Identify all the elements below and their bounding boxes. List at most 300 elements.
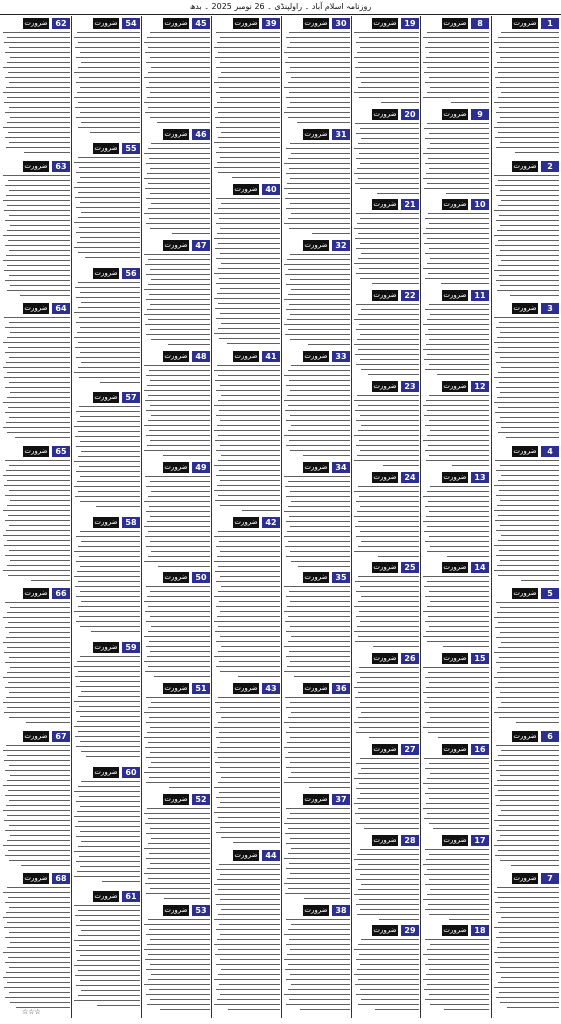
ad-text-block <box>353 32 419 107</box>
text-line <box>76 836 140 837</box>
text-line <box>499 717 559 718</box>
page-header: روزنامہ اسلام آباد ۔ راولپنڈی ۔ 26 نومبر 2025 ۔ بدھ <box>0 0 561 15</box>
text-line <box>6 422 70 423</box>
text-line <box>76 686 140 687</box>
text-line <box>150 939 210 940</box>
ad-number: 53 <box>192 905 210 916</box>
text-line <box>496 470 559 471</box>
text-line <box>357 626 419 627</box>
text-line <box>4 652 70 653</box>
text-line <box>216 92 280 93</box>
text-line <box>424 243 489 244</box>
text-line <box>425 964 489 965</box>
text-line <box>427 491 489 492</box>
ad-section-tag: ضرورت <box>234 19 258 27</box>
text-line <box>291 501 350 502</box>
text-line <box>494 892 559 893</box>
ad-text-block <box>353 939 419 1014</box>
text-line <box>428 273 489 274</box>
text-line <box>163 455 210 456</box>
text-line <box>500 967 559 968</box>
text-line <box>214 333 280 334</box>
text-line <box>218 243 280 244</box>
text-line <box>148 707 210 708</box>
text-line <box>5 280 70 281</box>
text-line <box>145 536 210 537</box>
text-line <box>375 1009 419 1010</box>
text-line <box>373 646 419 647</box>
text-line <box>286 944 350 945</box>
text-line <box>494 342 559 343</box>
text-line <box>501 750 559 751</box>
text-line <box>150 616 210 617</box>
text-line <box>10 775 70 776</box>
text-line <box>220 445 280 446</box>
text-line <box>220 994 280 995</box>
text-line <box>8 897 70 898</box>
text-line <box>144 501 210 502</box>
text-line <box>217 807 280 808</box>
text-line <box>76 471 140 472</box>
text-line <box>423 979 489 980</box>
text-line <box>288 752 350 753</box>
text-line <box>286 72 350 73</box>
text-line <box>287 47 350 48</box>
ad-number: 56 <box>122 268 140 279</box>
ad-number: 62 <box>52 18 70 29</box>
text-line <box>497 672 559 673</box>
text-line <box>4 820 70 821</box>
text-line <box>358 979 419 980</box>
text-line <box>145 188 210 189</box>
text-line <box>145 112 210 113</box>
text-line <box>427 722 489 723</box>
text-line <box>218 172 280 173</box>
text-line <box>146 934 210 935</box>
text-line <box>430 486 489 487</box>
text-line <box>76 536 140 537</box>
text-line <box>78 606 140 607</box>
text-line <box>21 865 70 866</box>
text-line <box>360 278 419 279</box>
text-line <box>499 47 559 48</box>
text-line <box>425 596 489 597</box>
text-line <box>290 838 350 839</box>
text-line <box>149 506 210 507</box>
text-line <box>497 780 559 781</box>
ad-section-tag: ضرورت <box>513 874 537 882</box>
text-line <box>291 77 350 78</box>
text-line <box>81 751 140 752</box>
text-line <box>497 337 559 338</box>
text-line <box>74 551 140 552</box>
text-line <box>423 62 489 63</box>
ad-text-block <box>422 758 489 833</box>
text-line <box>356 304 419 305</box>
text-line <box>7 672 70 673</box>
text-line <box>500 1002 559 1003</box>
text-line <box>79 77 140 78</box>
text-line <box>160 1009 210 1010</box>
ad-text-block <box>422 576 489 651</box>
text-line <box>494 175 559 176</box>
text-line <box>214 490 280 491</box>
text-line <box>496 997 559 998</box>
text-line <box>145 324 210 325</box>
text-line <box>220 122 280 123</box>
text-line <box>354 687 419 688</box>
text-line <box>9 967 70 968</box>
text-line <box>79 167 140 168</box>
text-line <box>217 747 280 748</box>
text-line <box>498 265 559 266</box>
ad-number: 19 <box>401 18 419 29</box>
text-line <box>215 822 280 823</box>
ad-section-tag: ضرورت <box>304 906 328 914</box>
text-line <box>217 425 280 426</box>
text-line <box>97 1005 140 1006</box>
text-line <box>359 268 419 269</box>
text-line <box>148 878 210 879</box>
ad-section-tag: ضرورت <box>164 352 188 360</box>
ad-text-block <box>2 887 70 1014</box>
ad-number: 65 <box>52 446 70 457</box>
text-line <box>494 570 559 571</box>
text-line <box>79 796 140 797</box>
text-line <box>288 964 350 965</box>
ad-number: 28 <box>401 835 419 846</box>
text-line <box>216 904 280 905</box>
ad-text-block <box>73 531 140 640</box>
text-line <box>360 818 419 819</box>
text-line <box>151 762 210 763</box>
text-line <box>429 591 489 592</box>
text-line <box>6 972 70 973</box>
text-line <box>77 811 140 812</box>
text-line <box>288 616 350 617</box>
text-line <box>216 581 280 582</box>
text-line <box>303 455 350 456</box>
text-line <box>150 481 210 482</box>
text-line <box>355 410 419 411</box>
text-line <box>74 486 140 487</box>
text-line <box>148 919 210 920</box>
text-line <box>290 339 350 340</box>
text-line <box>290 949 350 950</box>
text-line <box>80 352 140 353</box>
text-line <box>74 611 140 612</box>
text-line <box>358 808 419 809</box>
text-line <box>360 677 419 678</box>
text-line <box>74 666 140 667</box>
text-line <box>149 853 210 854</box>
text-line <box>356 788 419 789</box>
text-line <box>8 132 70 133</box>
text-line <box>151 279 210 280</box>
text-line <box>80 327 140 328</box>
text-line <box>146 782 210 783</box>
text-line <box>511 865 559 866</box>
ad-section-tag: ضرورت <box>443 745 467 753</box>
text-line <box>360 531 419 532</box>
text-line <box>148 606 210 607</box>
ad-text-block <box>2 460 70 587</box>
text-line <box>429 77 489 78</box>
text-line <box>427 894 489 895</box>
text-line <box>220 62 280 63</box>
text-line <box>3 642 70 643</box>
text-line <box>284 163 350 164</box>
text-line <box>355 123 419 124</box>
text-line <box>287 742 350 743</box>
text-line <box>215 248 280 249</box>
text-line <box>288 541 350 542</box>
text-line <box>81 541 140 542</box>
text-line <box>449 919 489 920</box>
text-line <box>146 223 210 224</box>
text-line <box>428 732 489 733</box>
text-line <box>78 342 140 343</box>
text-line <box>291 924 350 925</box>
ad-section-tag: ضرورت <box>443 654 467 662</box>
text-line <box>361 425 419 426</box>
text-line <box>287 818 350 819</box>
text-line <box>510 295 559 296</box>
text-line <box>148 496 210 497</box>
text-line <box>358 87 419 88</box>
text-line <box>7 205 70 206</box>
ad-text-block <box>353 395 419 470</box>
text-line <box>148 183 210 184</box>
text-line <box>81 122 140 123</box>
text-line <box>360 72 419 73</box>
text-line <box>220 802 280 803</box>
text-line <box>151 702 210 703</box>
text-line <box>289 92 350 93</box>
ad-number: 8 <box>471 18 489 29</box>
text-line <box>8 180 70 181</box>
text-line <box>219 661 280 662</box>
text-line <box>425 849 489 850</box>
ad-section-tag: ضرورت <box>443 19 467 27</box>
text-line <box>294 676 350 677</box>
text-line <box>360 47 419 48</box>
text-line <box>354 949 419 950</box>
text-line <box>501 200 559 201</box>
ad-number: 27 <box>401 744 419 755</box>
text-line <box>500 560 559 561</box>
text-line <box>498 922 559 923</box>
ad-number: 5 <box>541 588 559 599</box>
text-line <box>9 465 70 466</box>
text-line <box>426 460 489 461</box>
text-line <box>285 833 350 834</box>
text-line <box>284 611 350 612</box>
text-line <box>359 899 419 900</box>
text-line <box>219 541 280 542</box>
text-line <box>284 112 350 113</box>
text-line <box>498 480 559 481</box>
text-line <box>144 425 210 426</box>
text-line <box>290 626 350 627</box>
text-line <box>146 62 210 63</box>
text-line <box>147 596 210 597</box>
text-line <box>500 392 559 393</box>
text-line <box>217 616 280 617</box>
text-line <box>423 808 489 809</box>
text-line <box>286 148 350 149</box>
text-line <box>7 840 70 841</box>
text-line <box>424 989 489 990</box>
text-line <box>10 1002 70 1003</box>
text-line <box>499 992 559 993</box>
text-line <box>430 889 489 890</box>
text-line <box>501 642 559 643</box>
text-line <box>359 783 419 784</box>
text-line <box>290 526 350 527</box>
text-line <box>496 637 559 638</box>
text-line <box>147 309 210 310</box>
text-line <box>309 787 350 788</box>
text-line <box>220 505 280 506</box>
text-line <box>147 732 210 733</box>
text-line <box>77 32 140 33</box>
ad-section-tag: ضرورت <box>443 926 467 934</box>
text-line <box>288 117 350 118</box>
text-line <box>377 193 419 194</box>
text-line <box>74 426 140 427</box>
ad-text-block <box>2 175 70 302</box>
text-line <box>354 606 419 607</box>
text-line <box>5 902 70 903</box>
text-line <box>148 420 210 421</box>
text-line <box>356 501 419 502</box>
text-line <box>425 278 489 279</box>
text-line <box>425 334 489 335</box>
text-line <box>149 158 210 159</box>
text-line <box>438 737 489 738</box>
ad-number: 45 <box>192 18 210 29</box>
text-line <box>494 652 559 653</box>
text-line <box>494 545 559 546</box>
text-line <box>425 218 489 219</box>
text-line <box>214 536 280 537</box>
text-line <box>500 225 559 226</box>
text-line <box>8 790 70 791</box>
text-line <box>144 772 210 773</box>
ad-number: 41 <box>262 351 280 362</box>
text-line <box>506 437 559 438</box>
text-line <box>354 263 419 264</box>
text-line <box>427 778 489 779</box>
text-line <box>216 737 280 738</box>
ad-number: 35 <box>332 572 350 583</box>
text-line <box>496 327 559 328</box>
text-line <box>7 922 70 923</box>
text-line <box>219 338 280 339</box>
ad-number: 26 <box>401 653 419 664</box>
text-line <box>220 959 280 960</box>
text-line <box>24 152 70 153</box>
text-line <box>356 823 419 824</box>
text-line <box>426 859 489 860</box>
text-line <box>356 763 419 764</box>
text-line <box>494 127 559 128</box>
ad-section-tag: ضرورت <box>234 518 258 526</box>
text-line <box>100 382 140 383</box>
ad-number: 44 <box>262 850 280 861</box>
text-line <box>3 750 70 751</box>
text-line <box>80 866 140 867</box>
text-line <box>215 702 280 703</box>
text-line <box>425 369 489 370</box>
text-line <box>218 626 280 627</box>
text-line <box>288 828 350 829</box>
text-line <box>425 450 489 451</box>
text-line <box>285 62 350 63</box>
text-line <box>430 1004 489 1005</box>
text-line <box>75 975 140 976</box>
text-line <box>148 259 210 260</box>
text-line <box>290 762 350 763</box>
text-line <box>150 304 210 305</box>
text-line <box>144 526 210 527</box>
text-line <box>496 387 559 388</box>
text-line <box>6 362 70 363</box>
text-line <box>217 879 280 880</box>
text-line <box>499 825 559 826</box>
text-line <box>151 339 210 340</box>
ad-number: 3 <box>541 303 559 314</box>
text-line <box>500 692 559 693</box>
text-line <box>496 972 559 973</box>
text-line <box>360 163 419 164</box>
text-line <box>288 929 350 930</box>
text-line <box>218 495 280 496</box>
text-line <box>284 858 350 859</box>
text-line <box>297 122 350 123</box>
text-line <box>148 556 210 557</box>
text-line <box>304 898 350 899</box>
text-line <box>360 909 419 910</box>
text-line <box>428 959 489 960</box>
text-line <box>500 500 559 501</box>
text-line <box>150 329 210 330</box>
text-line <box>358 486 419 487</box>
text-line <box>218 782 280 783</box>
ad-section-tag: ضرورت <box>304 795 328 803</box>
ad-number: 43 <box>262 683 280 694</box>
text-line <box>354 974 419 975</box>
text-line <box>214 787 280 788</box>
text-line <box>145 823 210 824</box>
text-line <box>358 773 419 774</box>
text-line <box>495 137 559 138</box>
text-line <box>290 601 350 602</box>
text-line <box>360 964 419 965</box>
text-line <box>291 425 350 426</box>
text-line <box>498 180 559 181</box>
text-line <box>76 82 140 83</box>
text-line <box>7 647 70 648</box>
text-line <box>218 949 280 950</box>
text-line <box>214 812 280 813</box>
text-line <box>288 641 350 642</box>
text-line <box>497 397 559 398</box>
text-line <box>354 173 419 174</box>
text-line <box>358 62 419 63</box>
ad-section-tag: ضرورت <box>443 200 467 208</box>
